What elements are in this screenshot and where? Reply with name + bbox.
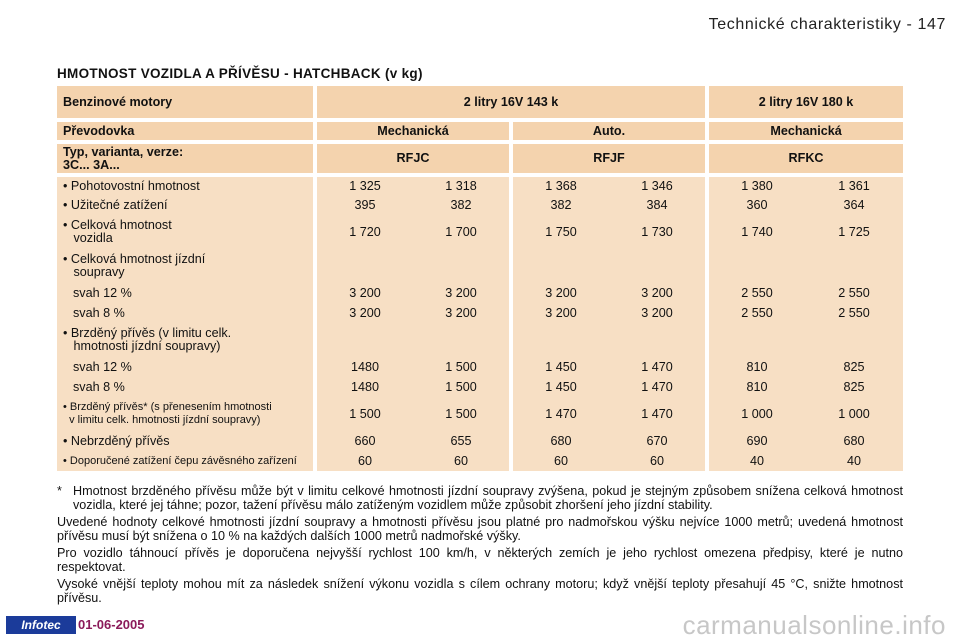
engine-b-header: 2 litry 16V 180 k	[707, 86, 903, 120]
gearbox-c: Mechanická	[707, 120, 903, 142]
watermark: carmanualsonline.info	[682, 610, 946, 640]
row-label	[57, 215, 315, 249]
row-label: • Pohotovostní hmotnost	[57, 175, 315, 195]
cell: 1 318	[413, 175, 511, 195]
cell: 1 470	[511, 397, 609, 431]
section-title: HMOTNOST VOZIDLA A PŘÍVĚSU - HATCHBACK (v kg)	[57, 66, 423, 81]
cell: 3 200	[315, 283, 413, 303]
cell: 360	[707, 195, 805, 215]
table-row	[57, 195, 903, 215]
cell: 1 000	[707, 397, 805, 431]
cell: 2 550	[707, 283, 805, 303]
type-b: RFJF	[511, 142, 707, 175]
table-row	[57, 377, 903, 397]
cell: 2 550	[805, 303, 903, 323]
note-altitude: Uvedené hodnoty celkové hmotnosti jízdní soupravy a hmotnosti přívěsu jsou platné pro nadmořskou výšku nejvíce 1000 metrů; uvedená hmotnost přívěsu musí být snížena o 10 % na každých dalších 1000 metrů nadmořské výšky.	[57, 515, 903, 543]
note-temperature: Vysoké vnější teploty mohou mít za následek snížení výkonu vozidla s cílem ochrany motoru; když vnější teploty přesahují 45 °C, snižte hmotnost přívěsu.	[57, 577, 903, 605]
cell: 395	[315, 195, 413, 215]
cell: 1 450	[511, 377, 609, 397]
weights-table	[57, 86, 903, 471]
cell: 690	[707, 431, 805, 451]
row-label: • Doporučené zatížení čepu závěsného zařízení	[57, 451, 315, 471]
cell: 1 325	[315, 175, 413, 195]
cell: 384	[609, 195, 707, 215]
gearbox-b: Auto.	[511, 120, 707, 142]
cell: 1 750	[511, 215, 609, 249]
footnote-text: Hmotnost brzděného přívěsu může být v limitu celkové hmotnosti jízdní soupravy zvýšena, pokud je stejným způsobem snížena celková hmotnost vozidla, které jej táhne; pozor, tažení přívěsu málo zatíženým vozidlem může způsobit zhoršení jeho jízdní stability.	[73, 484, 903, 512]
cell: 60	[609, 451, 707, 471]
cell: 655	[413, 431, 511, 451]
cell: 1 500	[413, 377, 511, 397]
table-row	[57, 431, 903, 451]
cell: 680	[511, 431, 609, 451]
type-a: RFJC	[315, 142, 511, 175]
table-row	[57, 215, 903, 249]
cell: 1480	[315, 377, 413, 397]
cell: 1 000	[805, 397, 903, 431]
engines-header-row	[57, 86, 903, 120]
type-header-row	[57, 142, 903, 175]
table-row	[57, 175, 903, 195]
cell: 60	[511, 451, 609, 471]
footnote-star: *	[57, 484, 62, 498]
row-label-line1: • Brzděný přívěs* (s přenesením hmotnosti	[63, 401, 272, 413]
infotec-logo: Infotec	[6, 616, 76, 634]
type-label-line1: Typ, varianta, verze:	[63, 144, 184, 159]
cell: 1 500	[315, 397, 413, 431]
row-label-line1: • Brzděný přívěs (v limitu celk.	[63, 326, 232, 340]
cell: 660	[315, 431, 413, 451]
table-row	[57, 357, 903, 377]
cell: 1 720	[315, 215, 413, 249]
table-row	[57, 323, 903, 357]
type-label	[57, 142, 315, 175]
cell: 1 730	[609, 215, 707, 249]
table-row	[57, 303, 903, 323]
cell: 3 200	[511, 283, 609, 303]
row-label-line2: v limitu celk. hmotnosti jízdní soupravy)	[69, 414, 261, 426]
cell: 1 470	[609, 377, 707, 397]
cell: 680	[805, 431, 903, 451]
cell: 60	[315, 451, 413, 471]
cell: 382	[413, 195, 511, 215]
cell: 2 550	[805, 283, 903, 303]
cell: 1 361	[805, 175, 903, 195]
engine-a-header: 2 litry 16V 143 k	[315, 86, 707, 120]
cell: 825	[805, 377, 903, 397]
table-row	[57, 397, 903, 431]
cell: 40	[805, 451, 903, 471]
cell: 1 500	[413, 357, 511, 377]
row-label: • Užitečné zatížení	[57, 195, 315, 215]
row-label-line1: • Celková hmotnost jízdní	[63, 252, 206, 266]
cell: 1 725	[805, 215, 903, 249]
row-label: svah 8 %	[57, 377, 315, 397]
type-label-line2: 3C... 3A...	[63, 157, 120, 172]
gearbox-header-row	[57, 120, 903, 142]
row-label-line2: soupravy	[73, 265, 125, 279]
footnote	[57, 484, 903, 512]
notes	[57, 484, 903, 608]
type-c: RFKC	[707, 142, 903, 175]
table-row	[57, 249, 903, 283]
cell: 1 470	[609, 357, 707, 377]
footer-date: 01-06-2005	[78, 617, 145, 632]
cell: 1 470	[609, 397, 707, 431]
cell: 382	[511, 195, 609, 215]
cell: 670	[609, 431, 707, 451]
row-label: svah 8 %	[57, 303, 315, 323]
cell: 3 200	[609, 303, 707, 323]
cell: 1 368	[511, 175, 609, 195]
row-label: • Nebrzděný přívěs	[57, 431, 315, 451]
cell: 1 380	[707, 175, 805, 195]
gearbox-a: Mechanická	[315, 120, 511, 142]
row-label	[57, 249, 315, 283]
cell: 810	[707, 377, 805, 397]
cell: 825	[805, 357, 903, 377]
row-label	[57, 323, 315, 357]
cell: 40	[707, 451, 805, 471]
cell: 1 700	[413, 215, 511, 249]
page-header-title: Technické charakteristiky - 147	[708, 16, 946, 33]
cell: 1480	[315, 357, 413, 377]
table-row	[57, 283, 903, 303]
cell: 3 200	[511, 303, 609, 323]
row-label-line2: hmotnosti jízdní soupravy)	[73, 339, 221, 353]
cell: 3 200	[609, 283, 707, 303]
row-label: svah 12 %	[57, 357, 315, 377]
cell: 1 500	[413, 397, 511, 431]
table-row	[57, 451, 903, 471]
row-label	[57, 397, 315, 431]
cell: 810	[707, 357, 805, 377]
cell: 3 200	[413, 283, 511, 303]
row-label-line1: • Celková hmotnost	[63, 218, 172, 232]
row-label-line2: vozidla	[73, 231, 113, 245]
cell: 3 200	[315, 303, 413, 323]
cell: 1 346	[609, 175, 707, 195]
cell: 1 450	[511, 357, 609, 377]
gearbox-label: Převodovka	[57, 120, 315, 142]
cell: 2 550	[707, 303, 805, 323]
cell: 3 200	[413, 303, 511, 323]
cell: 60	[413, 451, 511, 471]
engines-label: Benzinové motory	[57, 86, 315, 120]
note-speed: Pro vozidlo táhnoucí přívěs je doporučena nejvyšší rychlost 100 km/h, v některých zemích je jeho rychlost omezena předpisy, které je nutno respektovat.	[57, 546, 903, 574]
cell: 364	[805, 195, 903, 215]
row-label: svah 12 %	[57, 283, 315, 303]
cell: 1 740	[707, 215, 805, 249]
